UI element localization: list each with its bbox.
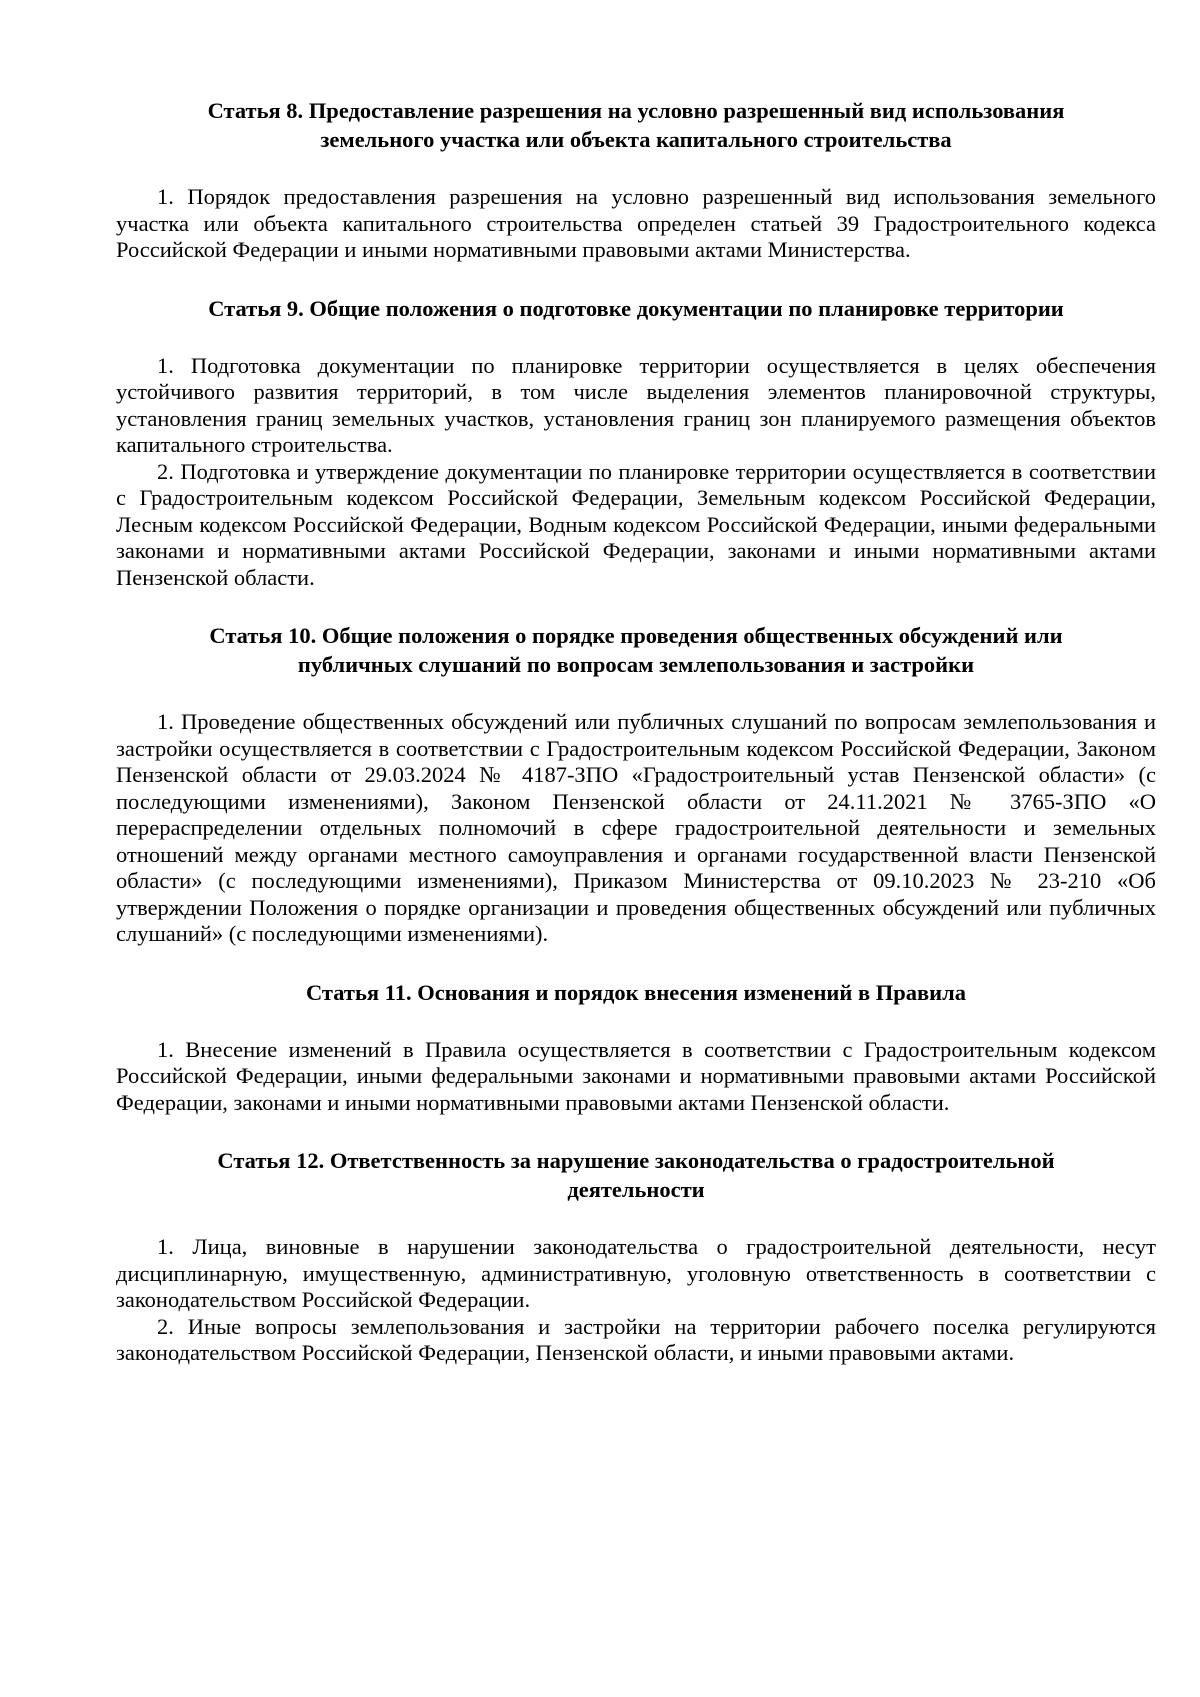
article-8 — [116, 96, 1156, 264]
article-paragraph: 1. Внесение изменений в Правила осуществляется в соответствии с Градостроительным кодексом Российской Федерации, иными федеральными законами и нормативными правовыми актами Российской Федерации, законами и иными нормативными правовыми актами Пензенской области. — [116, 1036, 1156, 1115]
article-paragraph: 2. Иные вопросы землепользования и застройки на территории рабочего поселка регулируются законодательством Российской Федерации, Пензенской области, и иными правовыми актами. — [116, 1313, 1156, 1365]
article-paragraph: 1. Подготовка документации по планировке территории осуществляется в целях обеспечения устойчивого развития территорий, в том числе выделения элементов планировочной структуры, установления границ земельных участков, установления границ зон планируемого размещения объектов капитального строительства. — [116, 352, 1156, 457]
article-paragraph: 1. Проведение общественных обсуждений или публичных слушаний по вопросам землепользования и застройки осуществляется в соответствии с Градостроительным кодексом Российской Федерации, Законом Пензенской области от 29.03.2024 № 4187-ЗПО «Градостроительный устав Пензенской области» (с последующими изменениями), Законом Пензенской области от 24.11.2021 № 3765-ЗПО «О перераспределении отдельных полномочий в сфере градостроительной деятельности и земельных отношений между органами местного самоуправления и органами государственной власти Пензенской области» (с последующими изменениями), Приказом Министерства от 09.10.2023 № 23-210 «Об утверждении Положения о порядке организации и проведения общественных обсуждений или публичных слушаний» (с последующими изменениями). — [116, 709, 1156, 946]
article-heading: Статья 10. Общие положения о порядке проведения общественных обсуждений или публичных слушаний по вопросам землепользования и застройки — [209, 623, 1063, 677]
article-10 — [116, 621, 1156, 948]
article-paragraph: 1. Порядок предоставления разрешения на условно разрешенный вид использования земельного участка или объекта капитального строительства определен статьей 39 Градостроительного кодекса Российской Федерации и иными нормативными правовыми актами Министерства. — [116, 184, 1156, 262]
article-11 — [116, 978, 1156, 1117]
article-heading: Статья 9. Общие положения о подготовке документации по планировке территории — [208, 295, 1064, 321]
article-heading: Статья 12. Ответственность за нарушение законодательства о градостроительной деятельности — [217, 1148, 1055, 1202]
article-heading: Статья 11. Основания и порядок внесения изменений в Правила — [305, 979, 967, 1005]
article-9 — [116, 294, 1156, 592]
article-paragraph: 1. Лица, виновные в нарушении законодательства о градостроительной деятельности, несут дисциплинарную, имущественную, административную, уголовную ответственность в соответствии с законодательством Российской Федерации. — [116, 1234, 1156, 1312]
article-12 — [116, 1146, 1156, 1367]
document-page — [116, 96, 1156, 1367]
article-paragraph: 2. Подготовка и утверждение документации по планировке территории осуществляется в соответствии с Градостроительным кодексом Российской Федерации, Земельным кодексом Российской Федерации, Лесным кодексом Российской Федерации, Водным кодексом Российской Федерации, иными федеральными законами и нормативными актами Российской Федерации, законами и иными нормативными актами Пензенской области. — [116, 458, 1156, 590]
article-heading: Статья 8. Предоставление разрешения на условно разрешенный вид использования земельного участка или объекта капитального строительства — [207, 98, 1065, 152]
